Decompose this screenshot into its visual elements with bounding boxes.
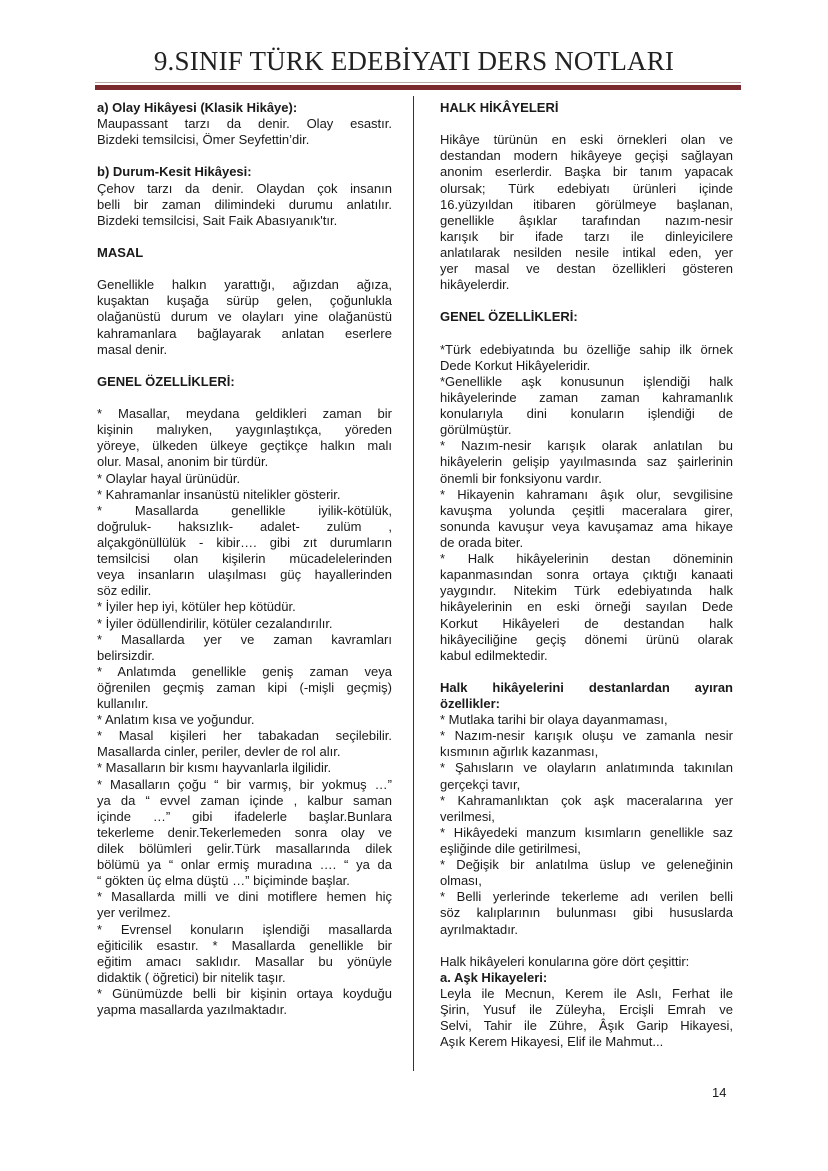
text-block xyxy=(97,164,392,228)
paragraph xyxy=(97,181,392,229)
text-line: ya da “ evvel zaman içinde , kalbur saman xyxy=(97,792,392,808)
paragraph xyxy=(97,632,392,664)
text-line: dilek bölümleri gelir.Türk masallarında dilek xyxy=(97,841,392,857)
text-line: eğiticilik esastır. * Masallarda genellikle bir xyxy=(97,937,392,953)
text-line: Masallarda cinler, periler, devler de rol alır. xyxy=(97,744,341,760)
text-block xyxy=(440,309,733,325)
text-line: Korkut Hikâyeleri de destandan halk xyxy=(440,615,733,631)
text-line: hikâyeciliğine geçiş dönemi ürünü olarak xyxy=(440,631,733,647)
text-line: * Nazım-nesir karışık oluşu ve zamanla nesir xyxy=(440,728,733,744)
text-line: * Günümüzde belli bir kişinin ortaya koyduğu xyxy=(97,986,392,1002)
text-line: * Kahramanlıktan çok aşk maceralarına yer xyxy=(440,792,733,808)
text-line: * Hikâyedeki manzum kısımların genellikle saz xyxy=(440,824,733,840)
paragraph xyxy=(97,616,392,632)
text-line: anlatılarak nesilden nesile intikal eden, yer xyxy=(440,244,733,260)
text-line: doğruluk- haksızlık- adalet- zulüm , xyxy=(97,518,392,534)
text-line: * İyiler ödüllendirilir, kötüler cezalandırılır. xyxy=(97,615,333,631)
text-block xyxy=(440,954,733,1051)
text-line: GENEL ÖZELLİKLERİ: xyxy=(440,309,578,325)
text-line: hikâyelerdir. xyxy=(440,277,510,293)
text-line: * Belli yerlerinde tekerleme adı verilen belli xyxy=(440,889,733,905)
column-divider xyxy=(413,96,414,1071)
paragraph xyxy=(440,857,733,889)
paragraph xyxy=(440,760,733,792)
text-line: Hikâye türünün en eski örnekleri olan ve xyxy=(440,132,733,148)
text-line: karışık bir ifade tarzı ile dinleyicilere xyxy=(440,228,733,244)
text-line: kişinin malıyken, yaygınlaştıkça, yöreden xyxy=(97,422,392,438)
paragraph xyxy=(97,889,392,921)
text-line: ayrılmaktadır. xyxy=(440,921,519,937)
text-block xyxy=(97,374,392,390)
section-heading xyxy=(440,309,733,325)
text-line: konularıyla dini konuların işlendiği de xyxy=(440,406,733,422)
text-line: * Anlatım kısa ve yoğundur. xyxy=(97,712,255,728)
paragraph xyxy=(97,503,392,600)
section-heading xyxy=(440,680,733,712)
text-line: gerçekçi tavır, xyxy=(440,776,521,792)
text-line: kapanmasından sonra ortaya çıktığı kanaati xyxy=(440,567,733,583)
header-rule-thick xyxy=(95,85,741,90)
text-line: * Masallarda yer ve zaman kavramları xyxy=(97,631,392,647)
text-line: hikâyelerinin en eski örneği sayılan Dede xyxy=(440,599,733,615)
text-line: de orada biter. xyxy=(440,534,524,550)
text-line: görülmüştür. xyxy=(440,422,512,438)
text-line: * Hikayenin kahramanı âşık olur, sevgilisine xyxy=(440,486,733,502)
text-block xyxy=(97,406,392,1018)
text-line: a. Aşk Hikayeleri: xyxy=(440,969,548,985)
text-line: HALK HİKÂYELERİ xyxy=(440,100,559,115)
text-line: veya insanların ulaşılması güç hayallerinden xyxy=(97,567,392,583)
text-line: belli bir zaman dilimindeki durumu anlatılır. xyxy=(97,196,392,212)
text-block xyxy=(440,132,733,293)
paragraph xyxy=(97,116,392,148)
paragraph xyxy=(440,825,733,857)
section-heading xyxy=(97,164,392,180)
text-line: Maupassant tarzı da denir. Olay esastır. xyxy=(97,116,392,132)
text-line: *Genellikle aşk konusunun işlendiği halk xyxy=(440,373,733,389)
paragraph xyxy=(440,728,733,760)
text-line: hikâyelerin gelişip yayılmasında saz şairlerinin xyxy=(440,454,733,470)
text-line: olması, xyxy=(440,873,482,889)
text-line: Çehov tarzı da denir. Olaydan çok insanın xyxy=(97,180,392,196)
text-line: sonunda kavuşur veya kavuşamaz ama hikaye xyxy=(440,518,733,534)
paragraph xyxy=(440,954,733,970)
text-line: Dede Korkut Hikâyeleridir. xyxy=(440,357,591,373)
section-heading xyxy=(97,374,392,390)
paragraph xyxy=(440,551,733,664)
paragraph xyxy=(440,889,733,937)
text-line: özellikler: xyxy=(440,696,500,712)
section-heading xyxy=(97,100,392,116)
text-line: belirsizdir. xyxy=(97,647,155,663)
text-line: * İyiler hep iyi, kötüler hep kötüdür. xyxy=(97,599,296,615)
paragraph xyxy=(440,487,733,551)
text-line: Şirin, Yusuf ile Züleyha, Ercişli Emrah ve xyxy=(440,1002,733,1018)
text-line: Halk hikâyelerini destanlardan ayıran xyxy=(440,679,733,695)
paragraph xyxy=(440,793,733,825)
text-line: * Masal kişileri her tabakadan seçilebilir. xyxy=(97,728,392,744)
text-block xyxy=(97,100,392,148)
text-line: verilmesi, xyxy=(440,808,495,824)
text-line: genellikle âşıklar tarafından nazım-nesir xyxy=(440,212,733,228)
paragraph xyxy=(440,986,733,1050)
paragraph xyxy=(97,712,392,728)
paragraph xyxy=(440,712,733,728)
text-line: “ gökten üç elma düştü …” biçiminde başlar. xyxy=(97,873,350,889)
text-line: MASAL xyxy=(97,244,144,260)
paragraph xyxy=(440,342,733,374)
left-column xyxy=(97,100,392,1034)
text-line: yöreye, ülkeden ülkeye geçtikçe halkın malı xyxy=(97,438,392,454)
text-line: yapma masallarda yazılmaktadır. xyxy=(97,1002,288,1018)
paragraph xyxy=(97,406,392,470)
text-line: destandan modern hikâyeye geçişi sağlayan xyxy=(440,148,733,164)
text-line: temsilcisi olan kişilerin mücadelelerinden xyxy=(97,551,392,567)
text-line: olursak; Türk edebiyatı ürünleri içinde xyxy=(440,180,733,196)
text-line: yer verilmez. xyxy=(97,905,171,921)
text-line: alçakgönüllülük - kibir…. gibi zıt durumların xyxy=(97,534,392,550)
text-line: olur. Masal, anonim bir türdür. xyxy=(97,454,269,470)
text-line: öğrenilen geçmiş zaman kipi (-mişli geçmiş) xyxy=(97,679,392,695)
text-line: * Şahısların ve olayların anlatımında takınılan xyxy=(440,760,733,776)
text-line: söz edilir. xyxy=(97,583,152,599)
text-line: bölümü ya “ onlar ermiş muradına …. “ ya da xyxy=(97,857,392,873)
text-line: * Masallar, meydana geldikleri zaman bir xyxy=(97,406,392,422)
text-line: söz kalıplarının bulunması gibi hususlarda xyxy=(440,905,733,921)
text-line: kısmının ağırlık kazanması, xyxy=(440,744,599,760)
text-line: Aşık Kerem Hikayesi, Elif ile Mahmut... xyxy=(440,1034,664,1050)
text-line: tekerleme denir.Tekerlemeden sonra olay ve xyxy=(97,824,392,840)
text-line: olağanüstü durum ve olayları yine olağanüstü xyxy=(97,309,392,325)
paragraph xyxy=(440,374,733,438)
text-line: *Türk edebiyatında bu özelliğe sahip ilk örnek xyxy=(440,341,733,357)
text-block xyxy=(440,100,733,116)
text-line: a) Olay Hikâyesi (Klasik Hikâye): xyxy=(97,100,298,115)
paragraph xyxy=(97,986,392,1018)
text-line: * Mutlaka tarihi bir olaya dayanmaması, xyxy=(440,712,668,728)
text-block xyxy=(440,680,733,938)
text-line: masal denir. xyxy=(97,341,168,357)
page-title: 9.SINIF TÜRK EDEBİYATI DERS NOTLARI xyxy=(153,46,675,76)
paragraph xyxy=(97,277,392,358)
paragraph xyxy=(440,438,733,486)
text-line: kavuşma yolunda çeşitli maceralara girer, xyxy=(440,502,733,518)
text-line: hikâyelerinde zaman zaman kahramanlık xyxy=(440,389,733,405)
text-line: anonim eserlerdir. Başka bir tanım yapacak xyxy=(440,164,733,180)
text-line: içinde …” gibi ifadelerle başlar.Bunlara xyxy=(97,808,392,824)
text-line: Bizdeki temsilcisi, Ömer Seyfettin’dir. xyxy=(97,132,310,148)
text-line: yaygındır. Nitekim Türk edebiyatında halk xyxy=(440,583,733,599)
text-block xyxy=(440,342,733,664)
text-line: * Evrensel konuların işlendiği masallarda xyxy=(97,921,392,937)
text-line: b) Durum-Kesit Hikâyesi: xyxy=(97,164,252,180)
text-line: * Masallarda genellikle iyilik-kötülük, xyxy=(97,502,392,518)
paragraph xyxy=(440,132,733,293)
text-line: 16.yüzyıldan itibaren görülmeye başlanan, xyxy=(440,196,733,212)
text-line: Leyla ile Mecnun, Kerem ile Aslı, Ferhat ile xyxy=(440,986,733,1002)
text-line: eğitim amacı saklıdır. Masallar bu yönüyle xyxy=(97,953,392,969)
paragraph xyxy=(97,487,392,503)
paragraph xyxy=(97,599,392,615)
text-line: kullanılır. xyxy=(97,696,149,712)
text-line: Halk hikâyeleri konularına göre dört çeşittir: xyxy=(440,953,690,969)
text-line: * Masallarda milli ve dini motiflere hemen hiç xyxy=(97,889,392,905)
text-line: kahramanlara bağlayarak anlatan eserlere xyxy=(97,325,392,341)
text-line: * Anlatımda genellikle geniş zaman veya xyxy=(97,663,392,679)
section-heading xyxy=(440,100,733,116)
text-line: * Masalların çoğu “ bir varmış, bir yokmuş …” xyxy=(97,776,392,792)
text-block xyxy=(97,277,392,358)
text-line: * Kahramanlar insanüstü nitelikler gösterir. xyxy=(97,486,341,502)
page-number: 14 xyxy=(712,1085,727,1100)
text-line: Bizdeki temsilcisi, Sait Faik Abasıyanık'tır. xyxy=(97,212,338,228)
section-heading xyxy=(97,245,392,261)
text-line: kuşaktan kuşağa sürüp gelen, çoğunlukla xyxy=(97,293,392,309)
text-line: * Değişik bir anlatılma üslup ve geleneğinin xyxy=(440,857,733,873)
text-line: * Nazım-nesir karışık olarak anlatılan bu xyxy=(440,438,733,454)
paragraph xyxy=(97,664,392,712)
paragraph xyxy=(97,922,392,986)
text-line: eşliğinde dile getirilmesi, xyxy=(440,841,581,857)
text-line: * Olaylar hayal ürünüdür. xyxy=(97,470,241,486)
text-line: * Masalların bir kısmı hayvanlarla ilgilidir. xyxy=(97,760,332,776)
text-line: önemli bir fonksiyonu vardır. xyxy=(440,470,602,486)
section-heading xyxy=(440,970,733,986)
paragraph xyxy=(97,760,392,776)
text-block xyxy=(97,245,392,261)
header-rule-thin xyxy=(95,82,741,83)
right-column xyxy=(440,100,733,1067)
paragraph xyxy=(97,471,392,487)
paragraph xyxy=(97,728,392,760)
text-line: didaktik ( öğretici) bir nitelik taşır. xyxy=(97,969,286,985)
paragraph xyxy=(97,777,392,890)
text-line: yer masal ve destan özellikleri gösteren xyxy=(440,261,733,277)
text-line: kabul edilmektedir. xyxy=(440,647,548,663)
text-line: * Halk hikâyelerinin destan döneminin xyxy=(440,551,733,567)
text-line: GENEL ÖZELLİKLERİ: xyxy=(97,373,235,389)
text-line: Genellikle halkın yarattığı, ağızdan ağıza, xyxy=(97,277,392,293)
text-line: Selvi, Tahir ile Zühre, Âşık Garip Hikayesi, xyxy=(440,1018,733,1034)
